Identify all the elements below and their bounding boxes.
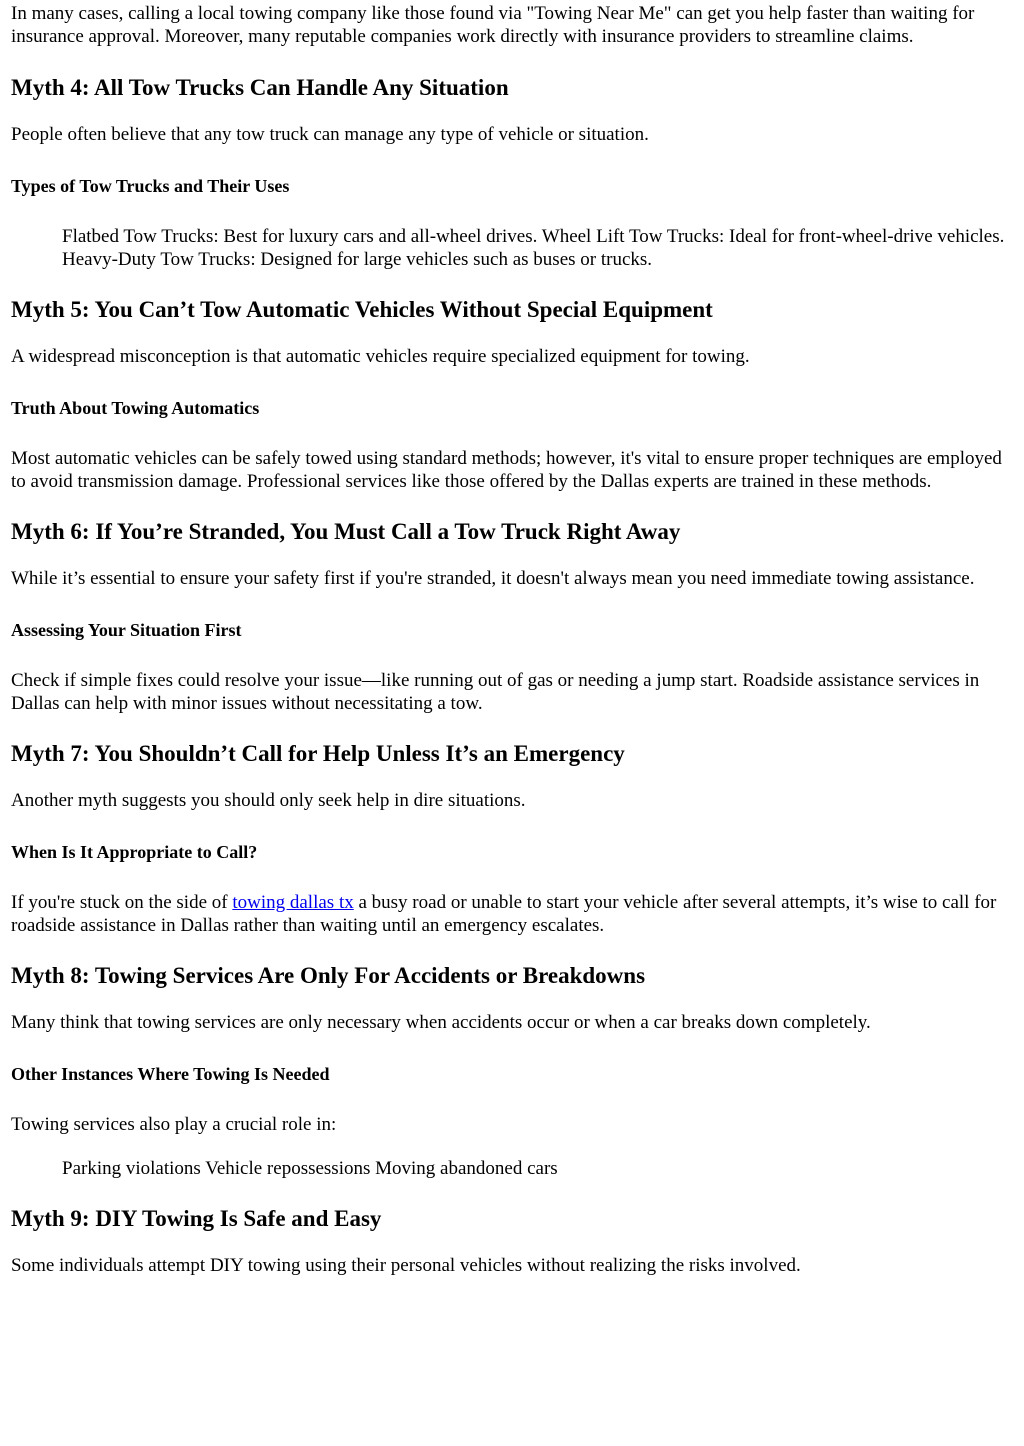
myth5-heading: Myth 5: You Can’t Tow Automatic Vehicles Without Special Equipment [11,297,713,322]
myth8-heading: Myth 8: Towing Services Are Only For Accidents or Breakdowns [11,963,646,988]
myth8-instances-quote: Parking violations Vehicle repossessions Moving abandoned cars [62,1158,558,1179]
myth5-subheading: Truth About Towing Automatics [11,398,260,418]
myth5-paragraph: A widespread misconception is that automatic vehicles require specialized equipment for towing. [11,346,750,367]
myth9-heading: Myth 9: DIY Towing Is Safe and Easy [11,1206,382,1231]
towing-dallas-tx-link[interactable]: towing dallas tx [232,892,354,913]
myth6-body: Check if simple fixes could resolve your issue—like running out of gas or needing a jump start. Roadside assistance services in Dallas can help with minor issues without necessitating a tow. [11,670,980,714]
myth8-body: Towing services also play a crucial role in: [11,1114,337,1135]
myth6-paragraph: While it’s essential to ensure your safety first if you're stranded, it doesn't always mean you need immediate towing assistance. [11,568,975,589]
myth4-paragraph: People often believe that any tow truck can manage any type of vehicle or situation. [11,124,649,145]
myth7-paragraph: Another myth suggests you should only seek help in dire situations. [11,790,526,811]
intro-paragraph: In many cases, calling a local towing company like those found via "Towing Near Me" can get you help faster than waiting for insurance approval. Moreover, many reputable companies work directly with insurance providers to streamline claims. [11,3,975,47]
myth7-body-before-link: If you're stuck on the side of [11,892,233,913]
myth8-paragraph: Many think that towing services are only necessary when accidents occur or when a car breaks down completely. [11,1012,871,1033]
article-page [11,0,1011,1277]
myth7-heading: Myth 7: You Shouldn’t Call for Help Unless It’s an Emergency [11,741,625,766]
myth9-paragraph: Some individuals attempt DIY towing using their personal vehicles without realizing the risks involved. [11,1255,801,1276]
myth4-tow-truck-types-quote: Flatbed Tow Trucks: Best for luxury cars and all-wheel drives. Wheel Lift Tow Trucks: Ideal for front-wheel-drive vehicles. Heavy-Duty Tow Trucks: Designed for large vehicles such as buses or trucks. [62,226,1005,270]
myth4-subheading: Types of Tow Trucks and Their Uses [11,176,290,196]
myth4-heading: Myth 4: All Tow Trucks Can Handle Any Situation [11,75,509,100]
myth8-subheading: Other Instances Where Towing Is Needed [11,1064,330,1084]
myth6-heading: Myth 6: If You’re Stranded, You Must Call a Tow Truck Right Away [11,519,681,544]
myth5-body: Most automatic vehicles can be safely towed using standard methods; however, it's vital to ensure proper techniques are employed to avoid transmission damage. Professional services like those offered by the Dallas experts are trained in these methods. [11,448,1002,492]
myth7-body [11,891,1011,937]
myth7-body-after-link: a busy road or unable to start your vehicle after several attempts, it’s wise to call for roadside assistance in Dallas rather than waiting until an emergency escalates. [11,892,997,936]
myth7-subheading: When Is It Appropriate to Call? [11,842,258,862]
myth6-subheading: Assessing Your Situation First [11,620,242,640]
